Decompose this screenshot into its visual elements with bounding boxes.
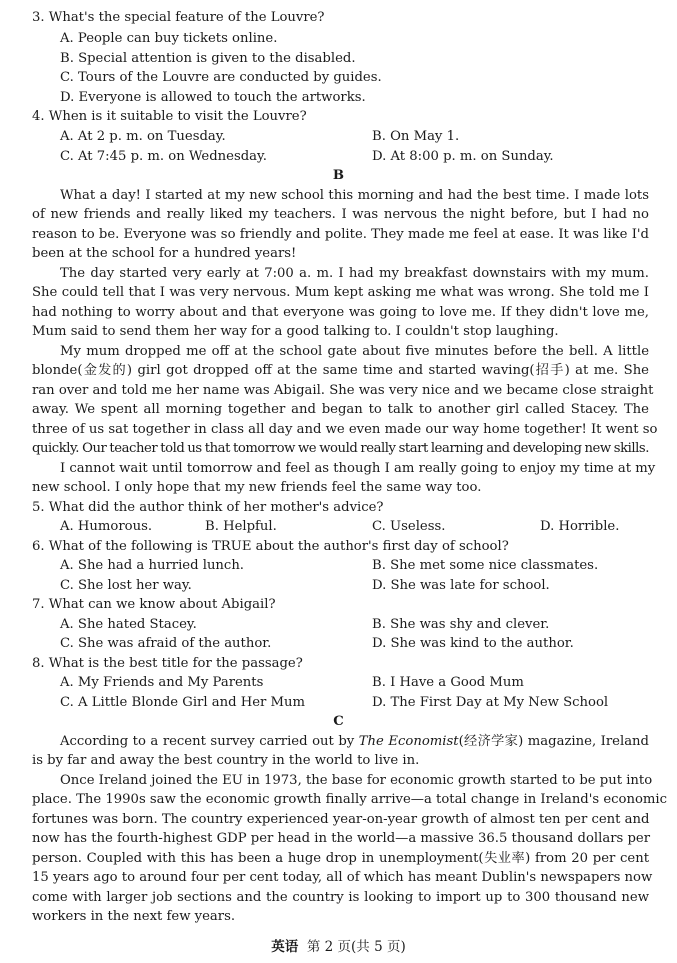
passage-b-line: reason to be. Everyone was so friendly and polite. They made me feel at ease. It was like I'd — [32, 227, 649, 242]
q4-option-b: B. On May 1. — [372, 129, 460, 144]
q8-option-c: C. A Little Blonde Girl and Her Mum — [60, 695, 306, 710]
q5-option-b: B. Helpful. — [205, 519, 277, 534]
passage-c-line: is by far and away the best country in the world to live in. — [32, 753, 420, 768]
footer-page-info: 第 2 页(共 5 页) — [306, 939, 406, 955]
q5-option-d: D. Horrible. — [540, 519, 620, 534]
passage-c-line: 15 years ago to around four per cent today, all of which has meant Dublin's newspapers now — [32, 870, 653, 885]
q5-option-a: A. Humorous. — [60, 519, 153, 534]
passage-b-line: blonde(金发的) girl got dropped off at the same time and started waving(招手) at me. She — [32, 363, 649, 378]
passage-b-line: quickly. Our teacher told us that tomorrow we would really start learning and developing new skills. — [32, 441, 649, 456]
passage-b-line: My mum dropped me off at the school gate about five minutes before the bell. A little — [60, 344, 649, 359]
passage-b-line: away. We spent all morning together and began to talk to another girl called Stacey. The — [32, 402, 649, 417]
q7-option-a: A. She hated Stacey. — [60, 617, 197, 632]
passage-c-line: person. Coupled with this has been a huge drop in unemployment(失业率) from 20 per cent — [32, 851, 649, 866]
q6-option-a: A. She had a hurried lunch. — [60, 558, 245, 573]
passage-c-first-line — [60, 732, 649, 752]
q4-question: 4. When is it suitable to visit the Louvre? — [32, 109, 307, 124]
q5-question: 5. What did the author think of her mother's advice? — [32, 500, 384, 515]
q7-option-b: B. She was shy and clever. — [372, 617, 550, 632]
q3-option-b: B. Special attention is given to the disabled. — [60, 51, 356, 66]
q6-option-d: D. She was late for school. — [372, 578, 550, 593]
q4-option-d: D. At 8:00 p. m. on Sunday. — [372, 149, 554, 164]
section-b-heading: B — [332, 168, 345, 183]
q3-question: 3. What's the special feature of the Louvre? — [32, 10, 325, 25]
q3-option-a: A. People can buy tickets online. — [60, 31, 278, 46]
q8-option-a: A. My Friends and My Parents — [60, 675, 264, 690]
q6-option-c: C. She lost her way. — [60, 578, 192, 593]
q6-question: 6. What of the following is TRUE about the author's first day of school? — [32, 539, 509, 554]
footer-subject: 英语 — [271, 939, 299, 955]
passage-b-line: Mum said to send them her way for a good talking to. I couldn't stop laughing. — [32, 324, 559, 339]
q7-option-d: D. She was kind to the author. — [372, 636, 574, 651]
passage-b-line: She could tell that I was very nervous. Mum kept asking me what was wrong. She told me I — [32, 285, 649, 300]
passage-c-line: now has the fourth-highest GDP per head in the world—a massive 36.5 thousand dollars per — [32, 831, 651, 846]
q8-question: 8. What is the best title for the passage? — [32, 656, 303, 671]
passage-c-text: (经济学家) magazine, Ireland — [458, 734, 649, 749]
passage-b-line: new school. I only hope that my new friends feel the same way too. — [32, 480, 482, 495]
q5-option-c: C. Useless. — [372, 519, 446, 534]
q7-question: 7. What can we know about Abigail? — [32, 597, 276, 612]
passage-c-text: According to a recent survey carried out by — [60, 734, 359, 749]
q7-option-c: C. She was afraid of the author. — [60, 636, 272, 651]
passage-b-line: ran over and told me her name was Abigail. She was very nice and we became close straight — [32, 383, 654, 398]
magazine-title: The Economist — [358, 734, 459, 749]
q3-option-d: D. Everyone is allowed to touch the artworks. — [60, 90, 366, 105]
passage-b-line: What a day! I started at my new school this morning and had the best time. I made lots — [60, 188, 649, 203]
page-footer — [0, 935, 677, 955]
passage-b-line: had nothing to worry about and that everyone was going to love me. If they didn't love me, — [32, 305, 649, 320]
q3-option-c: C. Tours of the Louvre are conducted by guides. — [60, 70, 382, 85]
q6-option-b: B. She met some nice classmates. — [372, 558, 599, 573]
passage-c-line: come with larger job sections and the country is looking to import up to 300 thousand new — [32, 890, 649, 905]
q8-option-d: D. The First Day at My New School — [372, 695, 609, 710]
passage-c-line: place. The 1990s saw the economic growth finally arrive—a total change in Ireland's economic — [32, 792, 668, 807]
passage-b-line: The day started very early at 7:00 a. m. I had my breakfast downstairs with my mum. — [60, 266, 649, 281]
passage-b-line: I cannot wait until tomorrow and feel as though I am really going to enjoy my time at my — [60, 461, 656, 476]
passage-b-line: of new friends and really liked my teachers. I was nervous the night before, but I had no — [32, 207, 649, 222]
passage-b-line: three of us sat together in class all day and we even made our way home together! It went so — [32, 422, 658, 437]
q8-option-b: B. I Have a Good Mum — [372, 675, 524, 690]
passage-c-line: fortunes was born. The country experienced year-on-year growth of almost ten per cent and — [32, 812, 650, 827]
section-c-heading: C — [333, 714, 344, 729]
passage-c-line: workers in the next few years. — [32, 909, 236, 924]
passage-b-line: been at the school for a hundred years! — [32, 246, 297, 261]
q4-option-a: A. At 2 p. m. on Tuesday. — [60, 129, 226, 144]
passage-c-line: Once Ireland joined the EU in 1973, the base for economic growth started to be put into — [60, 773, 653, 788]
q4-option-c: C. At 7:45 p. m. on Wednesday. — [60, 149, 267, 164]
